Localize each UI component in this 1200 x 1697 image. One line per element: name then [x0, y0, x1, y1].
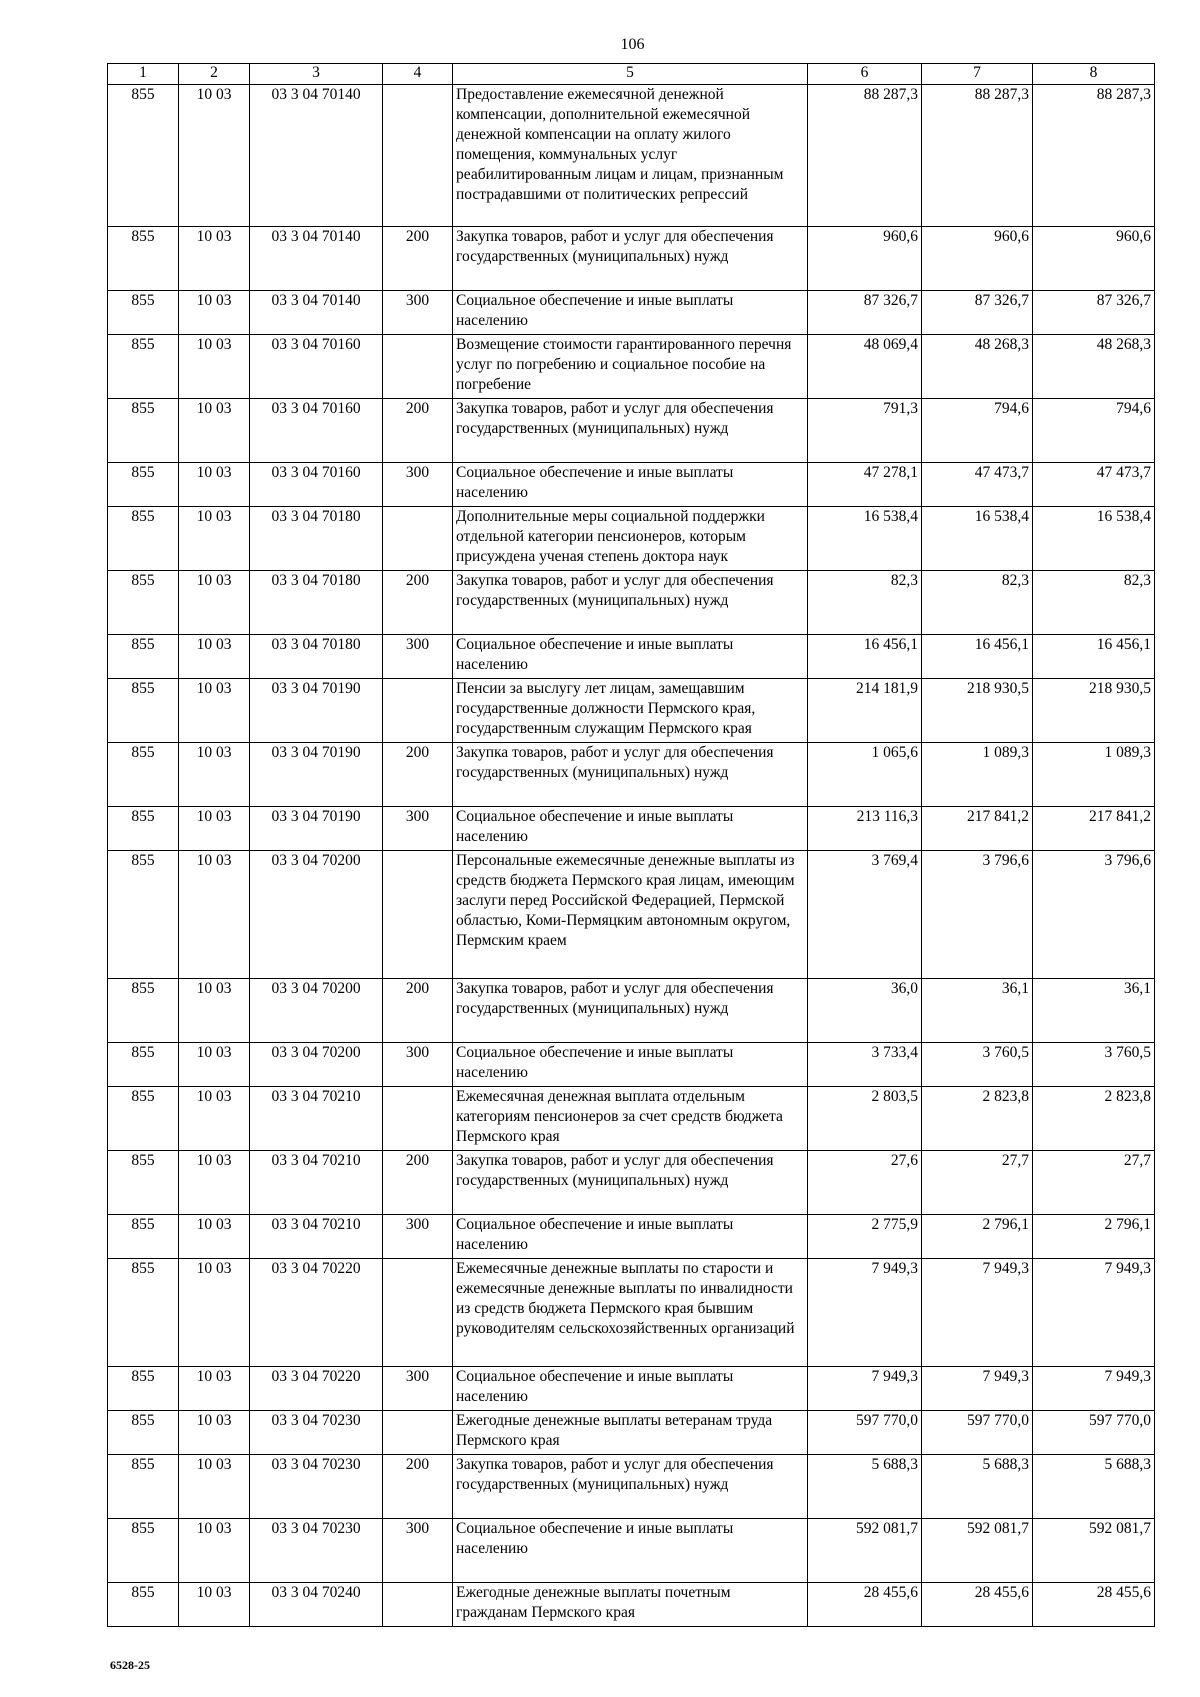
table-row [108, 1583, 1155, 1627]
cell-gov-code: 855 [108, 1087, 179, 1151]
cell-amount-col7: 592 081,7 [922, 1519, 1033, 1583]
cell-description: Закупка товаров, работ и услуг для обеспечения государственных (муниципальных) нужд [453, 1151, 808, 1215]
cell-section-code: 10 03 [179, 1411, 250, 1455]
column-header: 1 [108, 64, 179, 85]
cell-description: Социальное обеспечение и иные выплаты населению [453, 635, 808, 679]
cell-gov-code: 855 [108, 979, 179, 1043]
cell-description: Социальное обеспечение и иные выплаты населению [453, 291, 808, 335]
cell-amount-col6: 16 456,1 [808, 635, 922, 679]
cell-section-code: 10 03 [179, 1367, 250, 1411]
cell-description: Закупка товаров, работ и услуг для обеспечения государственных (муниципальных) нужд [453, 1455, 808, 1519]
cell-amount-col7: 217 841,2 [922, 807, 1033, 851]
cell-amount-col8: 88 287,3 [1033, 85, 1155, 227]
cell-description: Социальное обеспечение и иные выплаты населению [453, 1519, 808, 1583]
cell-section-code: 10 03 [179, 979, 250, 1043]
cell-gov-code: 855 [108, 1259, 179, 1367]
cell-section-code: 10 03 [179, 679, 250, 743]
cell-target-article: 03 3 04 70200 [250, 851, 383, 979]
cell-expense-type: 300 [383, 291, 453, 335]
cell-amount-col6: 1 065,6 [808, 743, 922, 807]
cell-amount-col8: 2 823,8 [1033, 1087, 1155, 1151]
cell-expense-type [383, 679, 453, 743]
table-row [108, 743, 1155, 807]
cell-amount-col6: 87 326,7 [808, 291, 922, 335]
table-row [108, 979, 1155, 1043]
cell-amount-col7: 7 949,3 [922, 1259, 1033, 1367]
cell-target-article: 03 3 04 70200 [250, 979, 383, 1043]
cell-description: Закупка товаров, работ и услуг для обеспечения государственных (муниципальных) нужд [453, 399, 808, 463]
cell-amount-col6: 214 181,9 [808, 679, 922, 743]
column-header: 6 [808, 64, 922, 85]
cell-amount-col8: 5 688,3 [1033, 1455, 1155, 1519]
cell-expense-type: 200 [383, 1151, 453, 1215]
cell-amount-col7: 960,6 [922, 227, 1033, 291]
cell-amount-col7: 3 760,5 [922, 1043, 1033, 1087]
table-row [108, 1411, 1155, 1455]
column-header: 8 [1033, 64, 1155, 85]
cell-section-code: 10 03 [179, 227, 250, 291]
cell-amount-col7: 2 796,1 [922, 1215, 1033, 1259]
cell-section-code: 10 03 [179, 635, 250, 679]
cell-gov-code: 855 [108, 807, 179, 851]
cell-gov-code: 855 [108, 851, 179, 979]
cell-section-code: 10 03 [179, 1151, 250, 1215]
table-row [108, 635, 1155, 679]
cell-expense-type [383, 85, 453, 227]
cell-amount-col6: 2 803,5 [808, 1087, 922, 1151]
cell-description: Социальное обеспечение и иные выплаты населению [453, 1215, 808, 1259]
cell-amount-col8: 217 841,2 [1033, 807, 1155, 851]
cell-amount-col8: 1 089,3 [1033, 743, 1155, 807]
cell-expense-type: 200 [383, 399, 453, 463]
cell-section-code: 10 03 [179, 1215, 250, 1259]
cell-description: Возмещение стоимости гарантированного перечня услуг по погребению и социальное пособие на погребение [453, 335, 808, 399]
cell-expense-type: 300 [383, 463, 453, 507]
cell-section-code: 10 03 [179, 1519, 250, 1583]
cell-amount-col7: 36,1 [922, 979, 1033, 1043]
cell-expense-type: 300 [383, 1043, 453, 1087]
cell-amount-col8: 3 760,5 [1033, 1043, 1155, 1087]
cell-amount-col7: 47 473,7 [922, 463, 1033, 507]
cell-gov-code: 855 [108, 1411, 179, 1455]
cell-expense-type [383, 1087, 453, 1151]
cell-amount-col8: 16 456,1 [1033, 635, 1155, 679]
cell-amount-col7: 48 268,3 [922, 335, 1033, 399]
cell-gov-code: 855 [108, 743, 179, 807]
cell-target-article: 03 3 04 70190 [250, 679, 383, 743]
cell-amount-col8: 36,1 [1033, 979, 1155, 1043]
cell-section-code: 10 03 [179, 851, 250, 979]
cell-description: Закупка товаров, работ и услуг для обеспечения государственных (муниципальных) нужд [453, 571, 808, 635]
table-row [108, 85, 1155, 227]
cell-description: Ежегодные денежные выплаты ветеранам труда Пермского края [453, 1411, 808, 1455]
cell-gov-code: 855 [108, 635, 179, 679]
cell-gov-code: 855 [108, 291, 179, 335]
cell-amount-col6: 48 069,4 [808, 335, 922, 399]
cell-description: Закупка товаров, работ и услуг для обеспечения государственных (муниципальных) нужд [453, 227, 808, 291]
cell-target-article: 03 3 04 70230 [250, 1455, 383, 1519]
cell-amount-col7: 28 455,6 [922, 1583, 1033, 1627]
cell-target-article: 03 3 04 70140 [250, 291, 383, 335]
cell-gov-code: 855 [108, 399, 179, 463]
cell-gov-code: 855 [108, 335, 179, 399]
cell-amount-col6: 213 116,3 [808, 807, 922, 851]
cell-expense-type: 200 [383, 979, 453, 1043]
cell-expense-type: 300 [383, 1367, 453, 1411]
table-row [108, 335, 1155, 399]
cell-amount-col8: 7 949,3 [1033, 1367, 1155, 1411]
cell-target-article: 03 3 04 70140 [250, 85, 383, 227]
cell-description: Закупка товаров, работ и услуг для обеспечения государственных (муниципальных) нужд [453, 743, 808, 807]
cell-amount-col6: 7 949,3 [808, 1367, 922, 1411]
document-code: 6528-25 [110, 1658, 150, 1672]
cell-amount-col8: 87 326,7 [1033, 291, 1155, 335]
cell-expense-type: 200 [383, 743, 453, 807]
cell-description: Ежемесячные денежные выплаты по старости и ежемесячные денежные выплаты по инвалидности из средств бюджета Пермского края бывшим руководителям сельскохозяйственных организаций [453, 1259, 808, 1367]
cell-amount-col8: 592 081,7 [1033, 1519, 1155, 1583]
cell-description: Ежемесячная денежная выплата отдельным категориям пенсионеров за счет средств бюджета Пермского края [453, 1087, 808, 1151]
table-row [108, 1367, 1155, 1411]
cell-target-article: 03 3 04 70200 [250, 1043, 383, 1087]
cell-gov-code: 855 [108, 463, 179, 507]
cell-section-code: 10 03 [179, 1455, 250, 1519]
cell-amount-col7: 16 456,1 [922, 635, 1033, 679]
column-header: 4 [383, 64, 453, 85]
cell-amount-col7: 218 930,5 [922, 679, 1033, 743]
cell-amount-col8: 218 930,5 [1033, 679, 1155, 743]
cell-section-code: 10 03 [179, 399, 250, 463]
cell-amount-col7: 3 796,6 [922, 851, 1033, 979]
cell-amount-col8: 48 268,3 [1033, 335, 1155, 399]
cell-expense-type: 200 [383, 1455, 453, 1519]
cell-amount-col6: 597 770,0 [808, 1411, 922, 1455]
cell-section-code: 10 03 [179, 463, 250, 507]
cell-amount-col8: 47 473,7 [1033, 463, 1155, 507]
cell-amount-col6: 7 949,3 [808, 1259, 922, 1367]
cell-amount-col6: 5 688,3 [808, 1455, 922, 1519]
cell-section-code: 10 03 [179, 1087, 250, 1151]
cell-target-article: 03 3 04 70140 [250, 227, 383, 291]
table-row [108, 507, 1155, 571]
cell-gov-code: 855 [108, 1151, 179, 1215]
cell-amount-col6: 82,3 [808, 571, 922, 635]
cell-amount-col8: 16 538,4 [1033, 507, 1155, 571]
cell-gov-code: 855 [108, 1043, 179, 1087]
cell-section-code: 10 03 [179, 571, 250, 635]
cell-description: Социальное обеспечение и иные выплаты населению [453, 1367, 808, 1411]
cell-target-article: 03 3 04 70230 [250, 1411, 383, 1455]
cell-expense-type: 300 [383, 1519, 453, 1583]
cell-amount-col6: 592 081,7 [808, 1519, 922, 1583]
cell-description: Социальное обеспечение и иные выплаты населению [453, 807, 808, 851]
column-header: 5 [453, 64, 808, 85]
cell-expense-type [383, 335, 453, 399]
cell-description: Дополнительные меры социальной поддержки отдельной категории пенсионеров, которым присуждена ученая степень доктора наук [453, 507, 808, 571]
cell-section-code: 10 03 [179, 1259, 250, 1367]
table-row [108, 1455, 1155, 1519]
cell-gov-code: 855 [108, 85, 179, 227]
table-row [108, 1087, 1155, 1151]
cell-amount-col8: 7 949,3 [1033, 1259, 1155, 1367]
table-row [108, 227, 1155, 291]
cell-amount-col6: 3 733,4 [808, 1043, 922, 1087]
cell-target-article: 03 3 04 70230 [250, 1519, 383, 1583]
cell-gov-code: 855 [108, 1455, 179, 1519]
cell-description: Персональные ежемесячные денежные выплаты из средств бюджета Пермского края лицам, имеющим заслуги перед Российской Федерацией, Пермской областью, Коми-Пермяцким автономным округом, Пермским краем [453, 851, 808, 979]
budget-table [107, 63, 1155, 1627]
table-row [108, 1259, 1155, 1367]
cell-amount-col8: 2 796,1 [1033, 1215, 1155, 1259]
cell-gov-code: 855 [108, 1519, 179, 1583]
cell-section-code: 10 03 [179, 1583, 250, 1627]
cell-expense-type: 200 [383, 227, 453, 291]
table-row [108, 1215, 1155, 1259]
cell-amount-col8: 597 770,0 [1033, 1411, 1155, 1455]
cell-target-article: 03 3 04 70190 [250, 743, 383, 807]
cell-amount-col7: 7 949,3 [922, 1367, 1033, 1411]
header-row [108, 64, 1155, 85]
cell-expense-type [383, 1411, 453, 1455]
cell-expense-type: 300 [383, 807, 453, 851]
table-row [108, 571, 1155, 635]
cell-section-code: 10 03 [179, 291, 250, 335]
cell-amount-col6: 28 455,6 [808, 1583, 922, 1627]
cell-amount-col7: 82,3 [922, 571, 1033, 635]
table-row [108, 291, 1155, 335]
cell-amount-col8: 28 455,6 [1033, 1583, 1155, 1627]
cell-amount-col7: 88 287,3 [922, 85, 1033, 227]
cell-amount-col6: 2 775,9 [808, 1215, 922, 1259]
cell-amount-col7: 5 688,3 [922, 1455, 1033, 1519]
cell-amount-col6: 47 278,1 [808, 463, 922, 507]
cell-target-article: 03 3 04 70210 [250, 1215, 383, 1259]
cell-description: Предоставление ежемесячной денежной компенсации, дополнительной ежемесячной денежной компенсации на оплату жилого помещения, коммунальных услуг реабилитированным лицам и лицам, признанным пострадавшими от политических репрессий [453, 85, 808, 227]
cell-expense-type [383, 851, 453, 979]
cell-amount-col7: 2 823,8 [922, 1087, 1033, 1151]
cell-amount-col8: 27,7 [1033, 1151, 1155, 1215]
cell-description: Социальное обеспечение и иные выплаты населению [453, 1043, 808, 1087]
cell-target-article: 03 3 04 70180 [250, 571, 383, 635]
cell-section-code: 10 03 [179, 1043, 250, 1087]
cell-target-article: 03 3 04 70220 [250, 1367, 383, 1411]
table-row [108, 463, 1155, 507]
cell-amount-col6: 960,6 [808, 227, 922, 291]
cell-section-code: 10 03 [179, 743, 250, 807]
table-row [108, 399, 1155, 463]
cell-amount-col8: 794,6 [1033, 399, 1155, 463]
cell-expense-type [383, 507, 453, 571]
table-row [108, 807, 1155, 851]
cell-section-code: 10 03 [179, 507, 250, 571]
cell-amount-col8: 3 796,6 [1033, 851, 1155, 979]
table-row [108, 1519, 1155, 1583]
cell-gov-code: 855 [108, 1215, 179, 1259]
table-row [108, 1043, 1155, 1087]
cell-gov-code: 855 [108, 227, 179, 291]
cell-target-article: 03 3 04 70180 [250, 507, 383, 571]
cell-expense-type: 300 [383, 1215, 453, 1259]
cell-section-code: 10 03 [179, 807, 250, 851]
cell-amount-col6: 791,3 [808, 399, 922, 463]
cell-amount-col8: 82,3 [1033, 571, 1155, 635]
cell-amount-col7: 87 326,7 [922, 291, 1033, 335]
cell-amount-col6: 36,0 [808, 979, 922, 1043]
cell-expense-type: 300 [383, 635, 453, 679]
cell-target-article: 03 3 04 70220 [250, 1259, 383, 1367]
column-header: 2 [179, 64, 250, 85]
cell-target-article: 03 3 04 70160 [250, 463, 383, 507]
cell-target-article: 03 3 04 70180 [250, 635, 383, 679]
cell-amount-col7: 597 770,0 [922, 1411, 1033, 1455]
table-row [108, 1151, 1155, 1215]
cell-target-article: 03 3 04 70160 [250, 399, 383, 463]
cell-target-article: 03 3 04 70190 [250, 807, 383, 851]
cell-section-code: 10 03 [179, 85, 250, 227]
cell-description: Ежегодные денежные выплаты почетным гражданам Пермского края [453, 1583, 808, 1627]
cell-amount-col6: 3 769,4 [808, 851, 922, 979]
table-row [108, 851, 1155, 979]
cell-expense-type [383, 1259, 453, 1367]
cell-amount-col7: 1 089,3 [922, 743, 1033, 807]
cell-amount-col7: 794,6 [922, 399, 1033, 463]
column-header: 3 [250, 64, 383, 85]
cell-target-article: 03 3 04 70210 [250, 1087, 383, 1151]
cell-amount-col8: 960,6 [1033, 227, 1155, 291]
cell-amount-col6: 27,6 [808, 1151, 922, 1215]
table-row [108, 679, 1155, 743]
cell-gov-code: 855 [108, 1367, 179, 1411]
cell-expense-type: 200 [383, 571, 453, 635]
cell-target-article: 03 3 04 70160 [250, 335, 383, 399]
cell-target-article: 03 3 04 70240 [250, 1583, 383, 1627]
cell-description: Закупка товаров, работ и услуг для обеспечения государственных (муниципальных) нужд [453, 979, 808, 1043]
cell-expense-type [383, 1583, 453, 1627]
cell-target-article: 03 3 04 70210 [250, 1151, 383, 1215]
cell-gov-code: 855 [108, 571, 179, 635]
page-number: 106 [620, 36, 645, 53]
cell-description: Пенсии за выслугу лет лицам, замещавшим государственные должности Пермского края, государственным служащим Пермского края [453, 679, 808, 743]
column-header: 7 [922, 64, 1033, 85]
cell-section-code: 10 03 [179, 335, 250, 399]
cell-amount-col6: 88 287,3 [808, 85, 922, 227]
cell-description: Социальное обеспечение и иные выплаты населению [453, 463, 808, 507]
cell-gov-code: 855 [108, 1583, 179, 1627]
cell-gov-code: 855 [108, 679, 179, 743]
cell-amount-col7: 27,7 [922, 1151, 1033, 1215]
cell-amount-col6: 16 538,4 [808, 507, 922, 571]
cell-gov-code: 855 [108, 507, 179, 571]
cell-amount-col7: 16 538,4 [922, 507, 1033, 571]
